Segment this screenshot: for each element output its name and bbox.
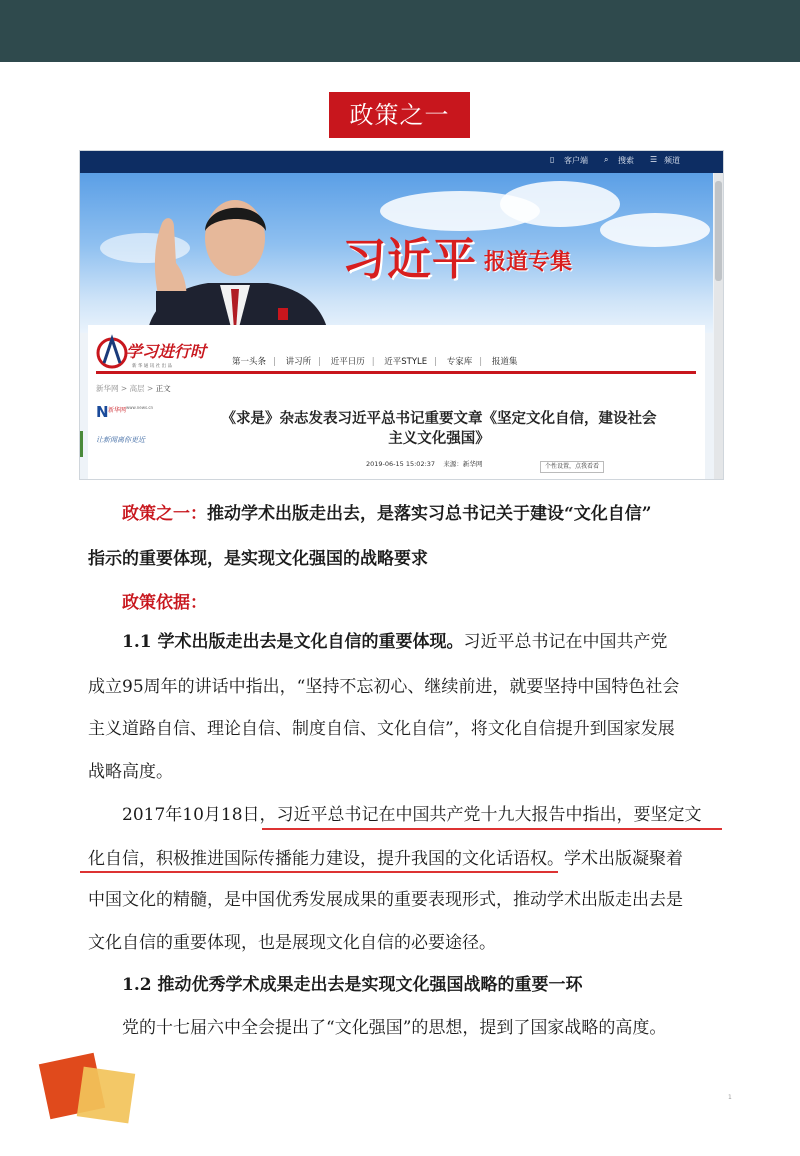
s11-line-4: 战略高度。	[88, 762, 173, 782]
s12-heading	[88, 975, 718, 995]
phone-icon[interactable]: ▯	[550, 155, 555, 164]
side-marker	[80, 431, 83, 457]
menu-item-headline[interactable]: 第一头条	[232, 357, 267, 367]
headline-line-2: 主义文化强国》	[388, 431, 490, 447]
menu-item-reports[interactable]: 报道集	[491, 357, 518, 367]
menu-divider	[96, 371, 696, 374]
decor-square-yellow	[77, 1067, 135, 1124]
breadcrumb-home[interactable]: 新华网	[96, 384, 119, 393]
xinhua-site: www.news.cn	[126, 405, 154, 410]
logo-emblem-icon	[96, 333, 130, 373]
highlight-underline-1	[262, 828, 722, 830]
p2-l1-text: 2017年10月18日，习近平总书记在中国共产党十九大报告中指出，要坚定文	[122, 805, 702, 825]
logo-title: 学习进行时	[126, 342, 207, 361]
p2-line-3: 中国文化的精髓，是中国优秀发展成果的重要表现形式，推动学术出版走出去是	[88, 890, 683, 910]
policy-label: 政策之一：	[122, 504, 207, 524]
portrait-image	[138, 193, 333, 343]
article-headline[interactable]	[184, 409, 694, 449]
p2-line-2: 化自信，积极推进国际传播能力建设，提升我国的文化话语权。学术出版凝聚着	[88, 849, 683, 869]
page-number: 1	[728, 1094, 732, 1101]
banner	[80, 173, 713, 333]
embedded-screenshot	[79, 150, 724, 480]
last-line	[88, 1018, 718, 1038]
s11-line-1	[88, 632, 718, 652]
last-line-text: 党的十七届六中全会提出了“文化强国”的思想，提到了国家战略的高度。	[122, 1018, 667, 1038]
screenshot-nav	[80, 151, 723, 173]
s11-l1-rest: 习近平总书记在中国共产党	[463, 632, 668, 652]
highlight-underline-2	[80, 871, 558, 873]
breadcrumb: 新华网 > 高层 > 正文	[96, 384, 171, 393]
article-time: 2019-06-15 15:02:37	[366, 460, 436, 468]
s11-line-2: 成立95周年的讲话中指出，“坚持不忘初心、继续前进，就要坚持中国特色社会	[88, 677, 680, 697]
menu-icon[interactable]: ☰	[650, 155, 658, 164]
search-link[interactable]: 搜索	[618, 156, 634, 165]
article-source-label: 来源：	[443, 460, 463, 468]
site-logo[interactable]	[96, 333, 224, 375]
channel-link[interactable]: 频道	[664, 156, 680, 165]
client-link[interactable]: 客户端	[564, 156, 588, 165]
basis-label	[88, 593, 718, 613]
search-icon[interactable]: ⌕	[604, 155, 609, 164]
breadcrumb-section[interactable]: 高层	[129, 384, 145, 393]
header-bar	[0, 0, 800, 62]
article-panel	[88, 325, 705, 479]
policy-line-2: 指示的重要体现，是实现文化强国的战略要求	[88, 549, 428, 569]
s11-line-3: 主义道路自信、理论自信、制度自信、文化自信”，将文化自信提升到国家发展	[88, 719, 675, 739]
headline-line-1: 《求是》杂志发表习近平总书记重要文章《坚定文化自信，建设社会	[221, 411, 657, 427]
xinhua-brand: 新华网	[108, 407, 127, 414]
s12-heading-text: 1.2 推动优秀学术成果走出去是实现文化强国战略的重要一环	[122, 975, 583, 995]
banner-title: 习近平	[342, 234, 477, 285]
article-meta	[366, 459, 482, 468]
policy-text-1: 推动学术出版走出去，是落实习总书记关于建设“文化自信”	[207, 504, 652, 524]
scrollbar-thumb[interactable]	[715, 181, 722, 281]
policy-line-1	[88, 504, 718, 524]
basis-label-text: 政策依据：	[122, 593, 207, 613]
xinhua-slogan: 让新闻离你更近	[96, 436, 145, 444]
article-source: 新华网	[462, 460, 483, 468]
section-menu: 第一头条 | 讲习所 | 近平日历 | 近平STYLE | 专家库 | 报道集	[232, 357, 518, 367]
p2-line-4: 文化自信的重要体现，也是展现文化自信的必要途径。	[88, 933, 496, 953]
logo-subtitle: 新 华 通 讯 社 出 品	[132, 364, 173, 369]
xinhua-logo: N 新华网 www.news.cn 让新闻离你更近	[96, 403, 154, 444]
menu-item-calendar[interactable]: 近平日历	[330, 357, 365, 367]
menu-item-jiangxisuo[interactable]: 讲习所	[285, 357, 312, 367]
page-title: 政策之一	[329, 92, 470, 138]
banner-subtitle: 报道专集	[484, 250, 573, 275]
p2-line-1	[88, 805, 718, 825]
menu-item-style[interactable]: 近平STYLE	[384, 357, 428, 367]
breadcrumb-current: 正文	[155, 384, 171, 393]
s11-heading: 1.1 学术出版走出去是文化自信的重要体现。	[122, 632, 464, 652]
preference-button[interactable]: 个性设置，点我看看	[540, 461, 604, 473]
menu-item-experts[interactable]: 专家库	[446, 357, 473, 367]
scrollbar[interactable]	[714, 173, 723, 479]
